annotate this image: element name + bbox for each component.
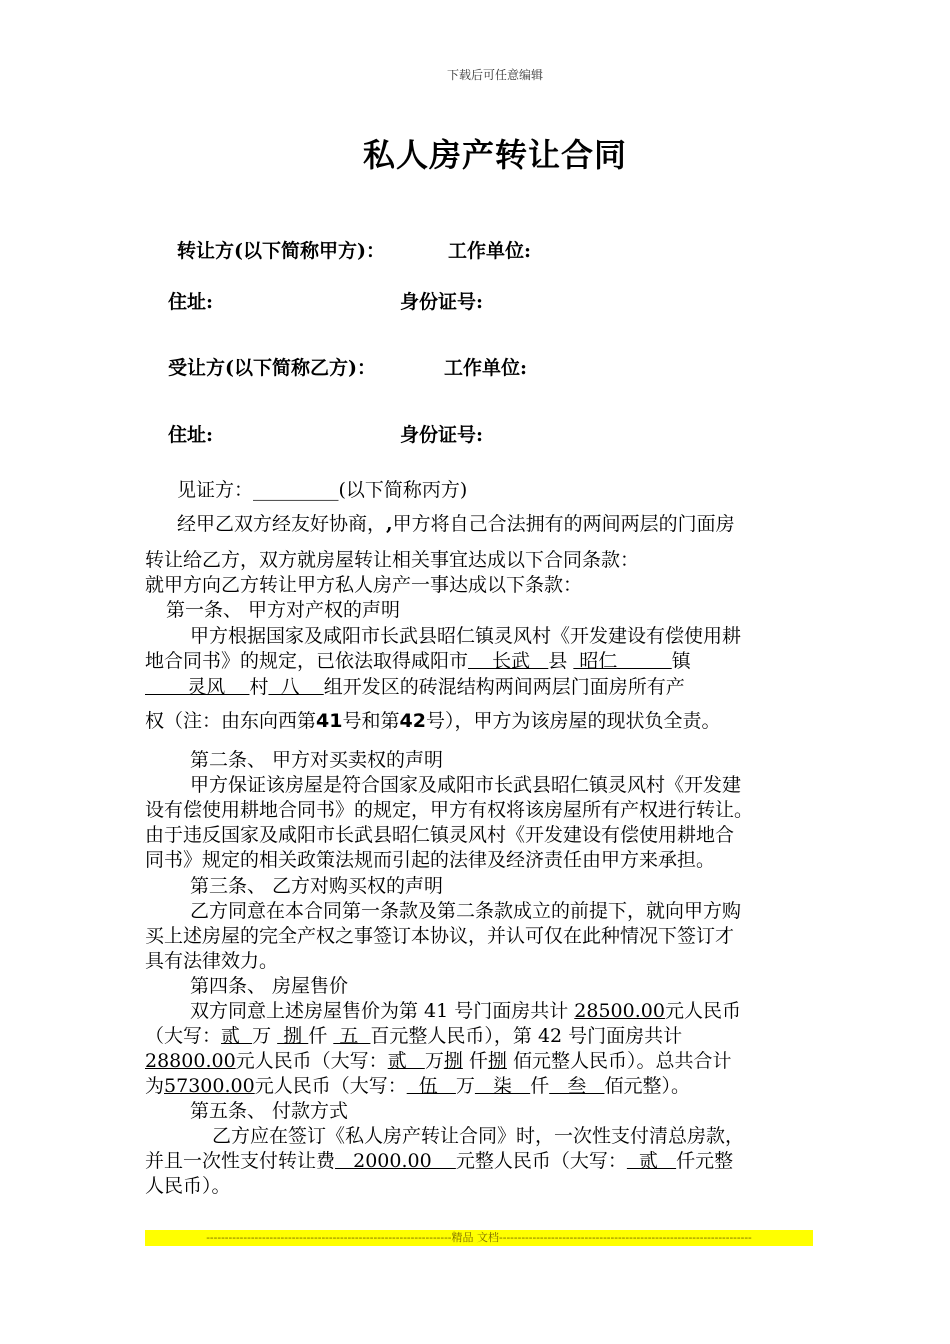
party-a-id-label: 身份证号: <box>400 291 484 313</box>
number: 41 <box>316 710 343 732</box>
intro-comma: , <box>386 513 393 535</box>
article-3-line-2: 买上述房屋的完全产权之事签订本协议，并认可仅在此种情况下签订才 <box>145 925 735 947</box>
article-4-line-4 <box>145 1074 865 1098</box>
text: 县 <box>548 650 574 672</box>
amount-field: 捌 <box>443 1050 463 1072</box>
text: 仟 <box>308 1025 334 1047</box>
article-5-line-2 <box>145 1149 865 1173</box>
town-field: 昭仁 <box>573 650 672 672</box>
county-field: 长武 <box>468 650 549 672</box>
article-1-line-4 <box>145 709 865 733</box>
text: 组开发区的砖混结构两间两层门面房所有产 <box>323 676 685 698</box>
article-2-line-2: 设有偿使用耕地合同书》的规定，甲方有权将该房屋所有产权进行转让。 <box>145 799 754 821</box>
party-a-address-label: 住址: <box>168 291 214 313</box>
text: 地合同书》的规定，已依法取得咸阳市 <box>145 650 469 672</box>
article-2-line-3: 由于违反国家及咸阳市长武县昭仁镇灵风村《开发建设有偿使用耕地合 <box>145 824 735 846</box>
text: 元人民币（大写： <box>235 1050 388 1072</box>
text: 村 <box>249 676 269 698</box>
text: 并且一次性支付转让费 <box>145 1150 336 1172</box>
village-field: 灵风 <box>145 676 250 698</box>
text: 万 <box>455 1075 475 1097</box>
party-a-work-label: 工作单位: <box>448 240 532 262</box>
text: 百元整人民币），第 42 号门面房共计 <box>370 1025 683 1047</box>
article-2-line-4: 同书》规定的相关政策法规而引起的法律及经济责任由甲方来承担。 <box>145 849 716 871</box>
article-1-line-3 <box>145 675 865 699</box>
text: 仟 <box>530 1075 550 1097</box>
article-5-line-3: 人民币）。 <box>145 1175 231 1197</box>
total-price: 57300.00 <box>164 1075 255 1097</box>
article-1-line-2 <box>145 649 865 673</box>
text: 权（注：由东向西第 <box>145 710 317 732</box>
intro-text: 甲方将自己合法拥有的两间两层的门面房 <box>392 513 735 535</box>
party-a-label: 转让方(以下简称甲方)： <box>177 240 385 262</box>
witness-prefix: 见证方： <box>177 479 254 501</box>
text: 元人民币 <box>664 1000 741 1022</box>
amount-field: 捌 <box>277 1025 309 1047</box>
intro-line-3: 就甲方向乙方转让甲方私人房产一事达成以下条款： <box>145 574 583 596</box>
text: 双方同意上述房屋售价为第 41 号门面房共计 <box>190 1000 575 1022</box>
amount-field: 柒 <box>474 1075 531 1097</box>
article-4-line-1 <box>190 999 910 1023</box>
article-2-line-1: 甲方保证该房屋是符合国家及咸阳市长武县昭仁镇灵风村《开发建 <box>190 774 742 796</box>
amount-field: 捌 <box>487 1050 507 1072</box>
footer-banner: ------------------------------------------------------------------精品 文档-------------------------------------------------------------------- <box>145 1230 813 1246</box>
article-2-title: 第二条、 甲方对买卖权的声明 <box>190 749 444 771</box>
text: 万 <box>252 1025 278 1047</box>
intro-line-2: 转让给乙方，双方就房屋转让相关事宜达成以下合同条款： <box>145 549 640 571</box>
text: 号），甲方为该房屋的现状负全责。 <box>425 710 721 732</box>
intro-line-1 <box>177 512 897 536</box>
article-1-line-1: 甲方根据国家及咸阳市长武县昭仁镇灵风村《开发建设有偿使用耕 <box>190 625 742 647</box>
text: 元整人民币（大写： <box>455 1150 627 1172</box>
amount-field: 贰 <box>387 1050 425 1072</box>
intro-text: 经甲乙双方经友好协商， <box>177 513 387 535</box>
amount-field: 叁 <box>549 1075 605 1097</box>
transfer-fee: 2000.00 <box>335 1150 456 1172</box>
party-b-work-label: 工作单位: <box>444 357 528 379</box>
article-3-line-3: 具有法律效力。 <box>145 950 279 972</box>
text: 佰元整）。 <box>604 1075 690 1097</box>
article-5-line-1: 乙方应在签订《私人房产转让合同》时，一次性支付清总房款， <box>212 1125 745 1147</box>
article-3-title: 第三条、 乙方对购买权的声明 <box>190 875 444 897</box>
party-b-id-label: 身份证号: <box>400 424 484 446</box>
amount-field: 贰 <box>626 1150 677 1172</box>
text: 元人民币（大写： <box>254 1075 407 1097</box>
article-3-line-1: 乙方同意在本合同第一条款及第二条款成立的前提下，就向甲方购 <box>190 900 742 922</box>
price-42: 28800.00 <box>145 1050 236 1072</box>
article-1-title: 第一条、 甲方对产权的声明 <box>166 599 401 621</box>
party-b-label: 受让方(以下简称乙方)： <box>168 357 376 379</box>
text: 镇 <box>671 650 691 672</box>
text: 仟元整 <box>676 1150 734 1172</box>
text: 号和第 <box>342 710 400 732</box>
text: 仟 <box>462 1050 488 1072</box>
article-5-title: 第五条、 付款方式 <box>190 1100 349 1122</box>
text: （大写： <box>145 1025 222 1047</box>
group-field: 八 <box>268 676 324 698</box>
witness-suffix: (以下简称丙方) <box>338 479 468 501</box>
number: 42 <box>399 710 426 732</box>
header-note: 下载后可任意编辑 <box>446 68 543 82</box>
article-4-title: 第四条、 房屋售价 <box>190 975 349 997</box>
witness-line <box>177 475 467 502</box>
article-4-line-3 <box>145 1049 865 1073</box>
party-b-address-label: 住址: <box>168 424 214 446</box>
amount-field: 伍 <box>406 1075 456 1097</box>
text: 为 <box>145 1075 165 1097</box>
text: 万 <box>424 1050 444 1072</box>
witness-blank: _________ <box>253 479 339 501</box>
price-41: 28500.00 <box>574 1000 665 1022</box>
text: 佰元整人民币）。总共合计 <box>506 1050 732 1072</box>
amount-field: 五 <box>333 1025 371 1047</box>
article-4-line-2 <box>145 1024 865 1048</box>
amount-field: 贰 <box>221 1025 253 1047</box>
document-title: 私人房产转让合同 <box>362 136 627 174</box>
